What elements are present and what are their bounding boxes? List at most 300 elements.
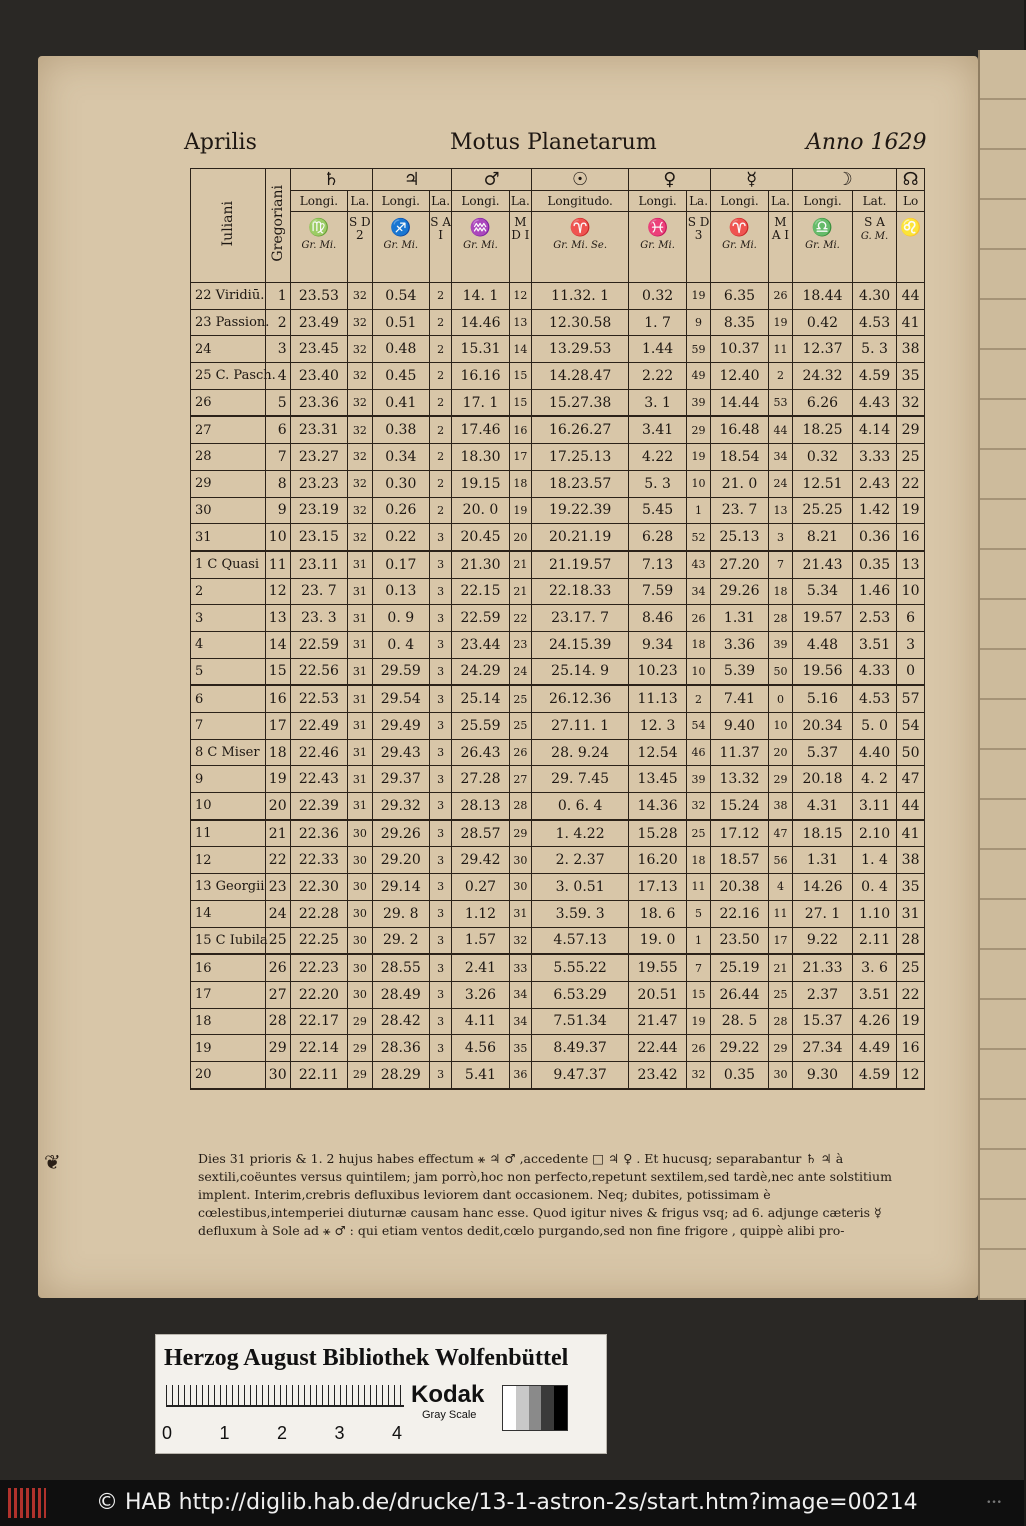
table-cell: 3.11 <box>852 793 896 820</box>
ruler-number: 2 <box>276 1423 287 1443</box>
table-row <box>191 497 925 524</box>
hab-logo-icon[interactable] <box>8 1488 46 1518</box>
table-cell: 3 <box>430 739 452 766</box>
table-cell: 18 <box>509 470 531 497</box>
table-cell: 3 <box>430 1008 452 1035</box>
table-cell: 22.46 <box>290 739 348 766</box>
table-cell: 23.44 <box>452 631 510 658</box>
table-cell: 0.54 <box>372 283 430 310</box>
mercury-lat-letters: M A I <box>768 212 792 283</box>
table-row <box>191 766 925 793</box>
table-cell: 3 <box>430 605 452 632</box>
table-cell: 17 <box>266 713 290 740</box>
ruler-numbers <box>162 1423 402 1444</box>
table-cell: 4.53 <box>852 309 896 336</box>
table-cell: 12.30.58 <box>531 309 628 336</box>
table-cell: 30 <box>509 874 531 901</box>
table-cell: 32 <box>348 524 372 551</box>
table-cell: 23.36 <box>290 389 348 416</box>
table-cell: 2 <box>430 416 452 443</box>
table-cell: 22.14 <box>290 1035 348 1062</box>
table-cell: 3 <box>430 900 452 927</box>
table-cell: 20.38 <box>711 874 769 901</box>
venus-lat-letters: S D 3 <box>686 212 710 283</box>
table-cell: 26 <box>686 1035 710 1062</box>
table-cell: 4.43 <box>852 389 896 416</box>
sun-sign-cell: ♈ Gr. Mi. Se. <box>531 212 628 283</box>
table-cell: 29 <box>348 1008 372 1035</box>
table-cell: 5.37 <box>793 739 853 766</box>
table-cell: 3. 1 <box>629 389 687 416</box>
table-cell: 8.46 <box>629 605 687 632</box>
table-cell: 2.22 <box>629 363 687 390</box>
planet-symbol-row <box>191 169 925 191</box>
table-cell: 35 <box>897 874 925 901</box>
table-cell: 34 <box>509 981 531 1008</box>
table-cell: 4 <box>768 874 792 901</box>
table-cell: 29 <box>191 470 266 497</box>
table-row <box>191 820 925 847</box>
scale-ruler <box>166 1385 404 1407</box>
table-cell: 50 <box>897 739 925 766</box>
table-cell: 17 <box>509 444 531 471</box>
table-cell: 36 <box>509 1061 531 1088</box>
table-cell: 44 <box>768 416 792 443</box>
saturn-lat-letters: S D 2 <box>348 212 372 283</box>
table-cell: 10 <box>768 713 792 740</box>
table-cell: 22.59 <box>452 605 510 632</box>
table-cell: 19.55 <box>629 954 687 981</box>
table-cell: 31 <box>348 685 372 712</box>
table-cell: 29.59 <box>372 658 430 685</box>
table-cell: 9 <box>266 497 290 524</box>
table-cell: 28.49 <box>372 981 430 1008</box>
table-cell: 17.46 <box>452 416 510 443</box>
table-row <box>191 470 925 497</box>
table-cell: 22.44 <box>629 1035 687 1062</box>
table-cell: 16.16 <box>452 363 510 390</box>
table-cell: 29 <box>348 1035 372 1062</box>
table-cell: 0.51 <box>372 309 430 336</box>
table-cell: 5. 3 <box>629 470 687 497</box>
table-cell: 25 <box>509 713 531 740</box>
table-cell: 23.23 <box>290 470 348 497</box>
table-cell: 11.37 <box>711 739 769 766</box>
table-cell: 2.41 <box>452 954 510 981</box>
table-cell: 16 <box>509 416 531 443</box>
table-cell: 0.27 <box>452 874 510 901</box>
table-cell: 29 <box>266 1035 290 1062</box>
table-cell: 3.36 <box>711 631 769 658</box>
table-cell: 34 <box>509 1008 531 1035</box>
table-cell: 18.23.57 <box>531 470 628 497</box>
venus-longi-header: Longi. <box>629 191 687 212</box>
table-cell: 6.28 <box>629 524 687 551</box>
jupiter-lat-letters: S A I <box>430 212 452 283</box>
table-cell: 3 <box>430 820 452 847</box>
table-cell: 3.59. 3 <box>531 900 628 927</box>
table-row <box>191 283 925 310</box>
table-cell: 23.50 <box>711 927 769 954</box>
table-cell: 1. 4.22 <box>531 820 628 847</box>
table-cell: 30 <box>191 497 266 524</box>
table-cell: 28.36 <box>372 1035 430 1062</box>
gray-swatch <box>529 1386 542 1430</box>
table-cell: 30 <box>348 981 372 1008</box>
table-cell: 20 <box>266 793 290 820</box>
table-cell: 22.43 <box>290 766 348 793</box>
saturn-lat-header: La. <box>348 191 372 212</box>
table-cell: 23.40 <box>290 363 348 390</box>
table-cell: 0.42 <box>793 309 853 336</box>
ornament-icon: ❦ <box>44 1150 61 1174</box>
table-cell: 27.20 <box>711 551 769 578</box>
table-cell: 32 <box>348 309 372 336</box>
libra-icon: ♎ <box>811 218 834 238</box>
table-cell: 7 <box>768 551 792 578</box>
virgo-icon: ♍ <box>308 218 330 238</box>
mercury-lat-header: La. <box>768 191 792 212</box>
moon-lat-header: Lat. <box>852 191 896 212</box>
table-cell: 31 <box>348 739 372 766</box>
table-cell: 2 <box>686 685 710 712</box>
table-cell: 47 <box>897 766 925 793</box>
table-cell: 28.55 <box>372 954 430 981</box>
table-cell: 3.41 <box>629 416 687 443</box>
table-cell: 14.46 <box>452 309 510 336</box>
table-cell: 29.54 <box>372 685 430 712</box>
table-cell: 28 <box>509 793 531 820</box>
table-cell: 32 <box>509 927 531 954</box>
table-cell: 21.47 <box>629 1008 687 1035</box>
table-cell: 20 <box>191 1061 266 1088</box>
table-cell: 15.27.38 <box>531 389 628 416</box>
table-cell: 27 <box>509 766 531 793</box>
table-cell: 32 <box>348 497 372 524</box>
table-cell: 28. 5 <box>711 1008 769 1035</box>
table-cell: 7 <box>686 954 710 981</box>
table-cell: 8.21 <box>793 524 853 551</box>
table-cell: 3.51 <box>852 631 896 658</box>
table-cell: 2 <box>768 363 792 390</box>
mars-lat-letters: M D I <box>509 212 531 283</box>
jupiter-longi-header: Longi. <box>372 191 430 212</box>
table-cell: 27 <box>191 416 266 443</box>
more-icon[interactable]: ••• <box>986 1498 1002 1508</box>
table-cell: 17 <box>768 927 792 954</box>
table-row <box>191 927 925 954</box>
table-cell: 28 <box>897 927 925 954</box>
table-cell: 6 <box>266 416 290 443</box>
table-cell: 17.13 <box>629 874 687 901</box>
table-cell: 25 C. Pasch. <box>191 363 266 390</box>
table-cell: 3 <box>430 766 452 793</box>
table-cell: 10.37 <box>711 336 769 363</box>
source-link[interactable]: © HAB http://diglib.hab.de/drucke/13-1-astron-2s/start.htm?image=00214 <box>96 1490 918 1515</box>
table-row <box>191 739 925 766</box>
column-header-row <box>191 191 925 212</box>
table-cell: 1.12 <box>452 900 510 927</box>
table-cell: 4.59 <box>852 1061 896 1088</box>
jupiter-icon: ♃ <box>372 169 452 191</box>
table-row <box>191 551 925 578</box>
venus-lat-header: La. <box>686 191 710 212</box>
table-cell: 17.25.13 <box>531 444 628 471</box>
table-cell: 13 <box>266 605 290 632</box>
table-cell: 4.40 <box>852 739 896 766</box>
table-cell: 29.20 <box>372 847 430 874</box>
table-cell: 25 <box>266 927 290 954</box>
table-cell: 4.48 <box>793 631 853 658</box>
table-cell: 29 <box>768 1035 792 1062</box>
table-cell: 2 <box>430 497 452 524</box>
table-cell: 0 <box>768 685 792 712</box>
table-cell: 3 <box>430 874 452 901</box>
table-cell: 3 <box>430 954 452 981</box>
table-row <box>191 793 925 820</box>
table-cell: 49 <box>686 363 710 390</box>
table-row <box>191 1061 925 1088</box>
table-cell: 21 <box>266 820 290 847</box>
table-cell: 34 <box>686 578 710 605</box>
table-cell: 1 <box>266 283 290 310</box>
table-cell: 10.23 <box>629 658 687 685</box>
table-cell: 20.51 <box>629 981 687 1008</box>
table-cell: 12.51 <box>793 470 853 497</box>
table-cell: 29. 8 <box>372 900 430 927</box>
table-cell: 13 Georgii <box>191 874 266 901</box>
table-cell: 24.29 <box>452 658 510 685</box>
table-cell: 9.34 <box>629 631 687 658</box>
table-cell: 1 <box>686 497 710 524</box>
table-row <box>191 900 925 927</box>
table-cell: 26.44 <box>711 981 769 1008</box>
table-body <box>191 283 925 1089</box>
table-cell: 32 <box>348 416 372 443</box>
table-cell: 22.11 <box>290 1061 348 1088</box>
table-cell: 4.33 <box>852 658 896 685</box>
table-cell: 44 <box>897 793 925 820</box>
table-row <box>191 578 925 605</box>
table-cell: 31 <box>348 578 372 605</box>
table-cell: 4.56 <box>452 1035 510 1062</box>
table-cell: 18.25 <box>793 416 853 443</box>
table-cell: 4.57.13 <box>531 927 628 954</box>
mars-longi-header: Longi. <box>452 191 510 212</box>
table-cell: 14.26 <box>793 874 853 901</box>
table-cell: 22.16 <box>711 900 769 927</box>
table-cell: 15 <box>509 389 531 416</box>
table-cell: 25.14. 9 <box>531 658 628 685</box>
table-cell: 50 <box>768 658 792 685</box>
table-cell: 32 <box>686 793 710 820</box>
mars-lat-header: La. <box>509 191 531 212</box>
julian-header: Iuliani <box>191 169 266 283</box>
table-cell: 5 <box>266 389 290 416</box>
table-cell: 7 <box>191 713 266 740</box>
table-cell: 3 <box>430 713 452 740</box>
table-cell: 23.53 <box>290 283 348 310</box>
table-cell: 25 <box>686 820 710 847</box>
table-cell: 29.26 <box>711 578 769 605</box>
table-cell: 0. 6. 4 <box>531 793 628 820</box>
table-cell: 46 <box>686 739 710 766</box>
table-cell: 22.18.33 <box>531 578 628 605</box>
table-cell: 1.42 <box>852 497 896 524</box>
table-cell: 11.13 <box>629 685 687 712</box>
table-cell: 21.33 <box>793 954 853 981</box>
table-cell: 3 <box>430 793 452 820</box>
table-cell: 22 Viridiū. <box>191 283 266 310</box>
table-cell: 18 <box>768 578 792 605</box>
table-cell: 11 <box>768 900 792 927</box>
table-cell: 28.57 <box>452 820 510 847</box>
table-cell: 25 <box>509 685 531 712</box>
table-cell: 0.35 <box>852 551 896 578</box>
table-cell: 2 <box>430 389 452 416</box>
table-cell: 20.21.19 <box>531 524 628 551</box>
table-cell: 0. 4 <box>852 874 896 901</box>
table-cell: 19. 0 <box>629 927 687 954</box>
saturn-icon: ♄ <box>290 169 372 191</box>
table-cell: 56 <box>768 847 792 874</box>
table-row <box>191 685 925 712</box>
table-cell: 3 <box>430 981 452 1008</box>
table-cell: 32 <box>348 470 372 497</box>
table-cell: 18 <box>191 1008 266 1035</box>
table-cell: 14.36 <box>629 793 687 820</box>
table-cell: 32 <box>897 389 925 416</box>
table-cell: 59 <box>686 336 710 363</box>
table-cell: 26 <box>509 739 531 766</box>
library-label-card <box>155 1334 607 1454</box>
table-cell: 29.49 <box>372 713 430 740</box>
table-cell: 20 <box>509 524 531 551</box>
table-cell: 7 <box>266 444 290 471</box>
table-cell: 47 <box>768 820 792 847</box>
table-cell: 0. 4 <box>372 631 430 658</box>
table-cell: 39 <box>686 766 710 793</box>
table-cell: 15.31 <box>452 336 510 363</box>
table-cell: 31 <box>348 631 372 658</box>
table-cell: 7.41 <box>711 685 769 712</box>
table-cell: 18.30 <box>452 444 510 471</box>
gray-swatch <box>554 1386 567 1430</box>
ruler-number: 4 <box>391 1423 402 1443</box>
table-row <box>191 444 925 471</box>
table-cell: 25 <box>897 444 925 471</box>
table-cell: 2 <box>430 470 452 497</box>
table-cell: 5 <box>686 900 710 927</box>
table-cell: 4.49 <box>852 1035 896 1062</box>
table-cell: 2 <box>266 309 290 336</box>
table-cell: 20.45 <box>452 524 510 551</box>
table-cell: 18.44 <box>793 283 853 310</box>
table-cell: 4.31 <box>793 793 853 820</box>
table-cell: 25.19 <box>711 954 769 981</box>
table-cell: 3 <box>768 524 792 551</box>
table-cell: 22 <box>897 470 925 497</box>
table-cell: 6 <box>897 605 925 632</box>
table-cell: 25 <box>897 954 925 981</box>
table-cell: 0.13 <box>372 578 430 605</box>
table-cell: 16 <box>897 1035 925 1062</box>
table-cell: 31 <box>348 793 372 820</box>
table-cell: 14.44 <box>711 389 769 416</box>
table-cell: 19 <box>768 309 792 336</box>
table-cell: 0.17 <box>372 551 430 578</box>
table-cell: 30 <box>348 927 372 954</box>
table-cell: 23.49 <box>290 309 348 336</box>
table-cell: 14.28.47 <box>531 363 628 390</box>
table-cell: 0.38 <box>372 416 430 443</box>
table-cell: 2 <box>430 444 452 471</box>
table-cell: 21 <box>509 551 531 578</box>
table-cell: 27 <box>266 981 290 1008</box>
table-cell: 28 <box>768 605 792 632</box>
mercury-longi-header: Longi. <box>711 191 769 212</box>
table-cell: 4.59 <box>852 363 896 390</box>
table-cell: 12 <box>509 283 531 310</box>
table-cell: 29.43 <box>372 739 430 766</box>
moon-longi-header: Longi. <box>793 191 853 212</box>
table-cell: 22.33 <box>290 847 348 874</box>
table-cell: 9.40 <box>711 713 769 740</box>
table-cell: 2. 2.37 <box>531 847 628 874</box>
table-cell: 12.37 <box>793 336 853 363</box>
sign-row <box>191 212 925 283</box>
table-cell: 9.22 <box>793 927 853 954</box>
saturn-longi-header: Longi. <box>290 191 348 212</box>
table-cell: 12.40 <box>711 363 769 390</box>
table-cell: 2 <box>430 363 452 390</box>
gray-swatch <box>541 1386 554 1430</box>
gray-scale-swatches <box>502 1385 568 1431</box>
table-cell: 26 <box>686 605 710 632</box>
table-cell: 0.34 <box>372 444 430 471</box>
table-cell: 20. 0 <box>452 497 510 524</box>
table-cell: 31 <box>191 524 266 551</box>
table-cell: 5.34 <box>793 578 853 605</box>
table-cell: 3. 6 <box>852 954 896 981</box>
table-cell: 4.22 <box>629 444 687 471</box>
header-year: Anno 1629 <box>806 130 927 155</box>
table-cell: 3 <box>430 658 452 685</box>
table-cell: 22.49 <box>290 713 348 740</box>
table-cell: 19.57 <box>793 605 853 632</box>
table-cell: 21.19.57 <box>531 551 628 578</box>
table-cell: 32 <box>348 336 372 363</box>
table-cell: 16.20 <box>629 847 687 874</box>
table-cell: 7.13 <box>629 551 687 578</box>
mercury-sign-cell: ♈ Gr. Mi. <box>711 212 769 283</box>
header-month: Aprilis <box>184 130 257 155</box>
table-cell: 12 <box>897 1061 925 1088</box>
table-cell: 2 <box>430 309 452 336</box>
table-cell: 4. 2 <box>852 766 896 793</box>
table-cell: 10 <box>191 793 266 820</box>
table-cell: 17 <box>191 981 266 1008</box>
table-cell: 4.11 <box>452 1008 510 1035</box>
table-cell: 0.30 <box>372 470 430 497</box>
table-cell: 29.32 <box>372 793 430 820</box>
table-cell: 5 <box>191 658 266 685</box>
table-cell: 8.35 <box>711 309 769 336</box>
table-cell: 4 <box>191 631 266 658</box>
planetary-table <box>190 168 925 1090</box>
table-cell: 8 <box>266 470 290 497</box>
table-cell: 28.29 <box>372 1061 430 1088</box>
